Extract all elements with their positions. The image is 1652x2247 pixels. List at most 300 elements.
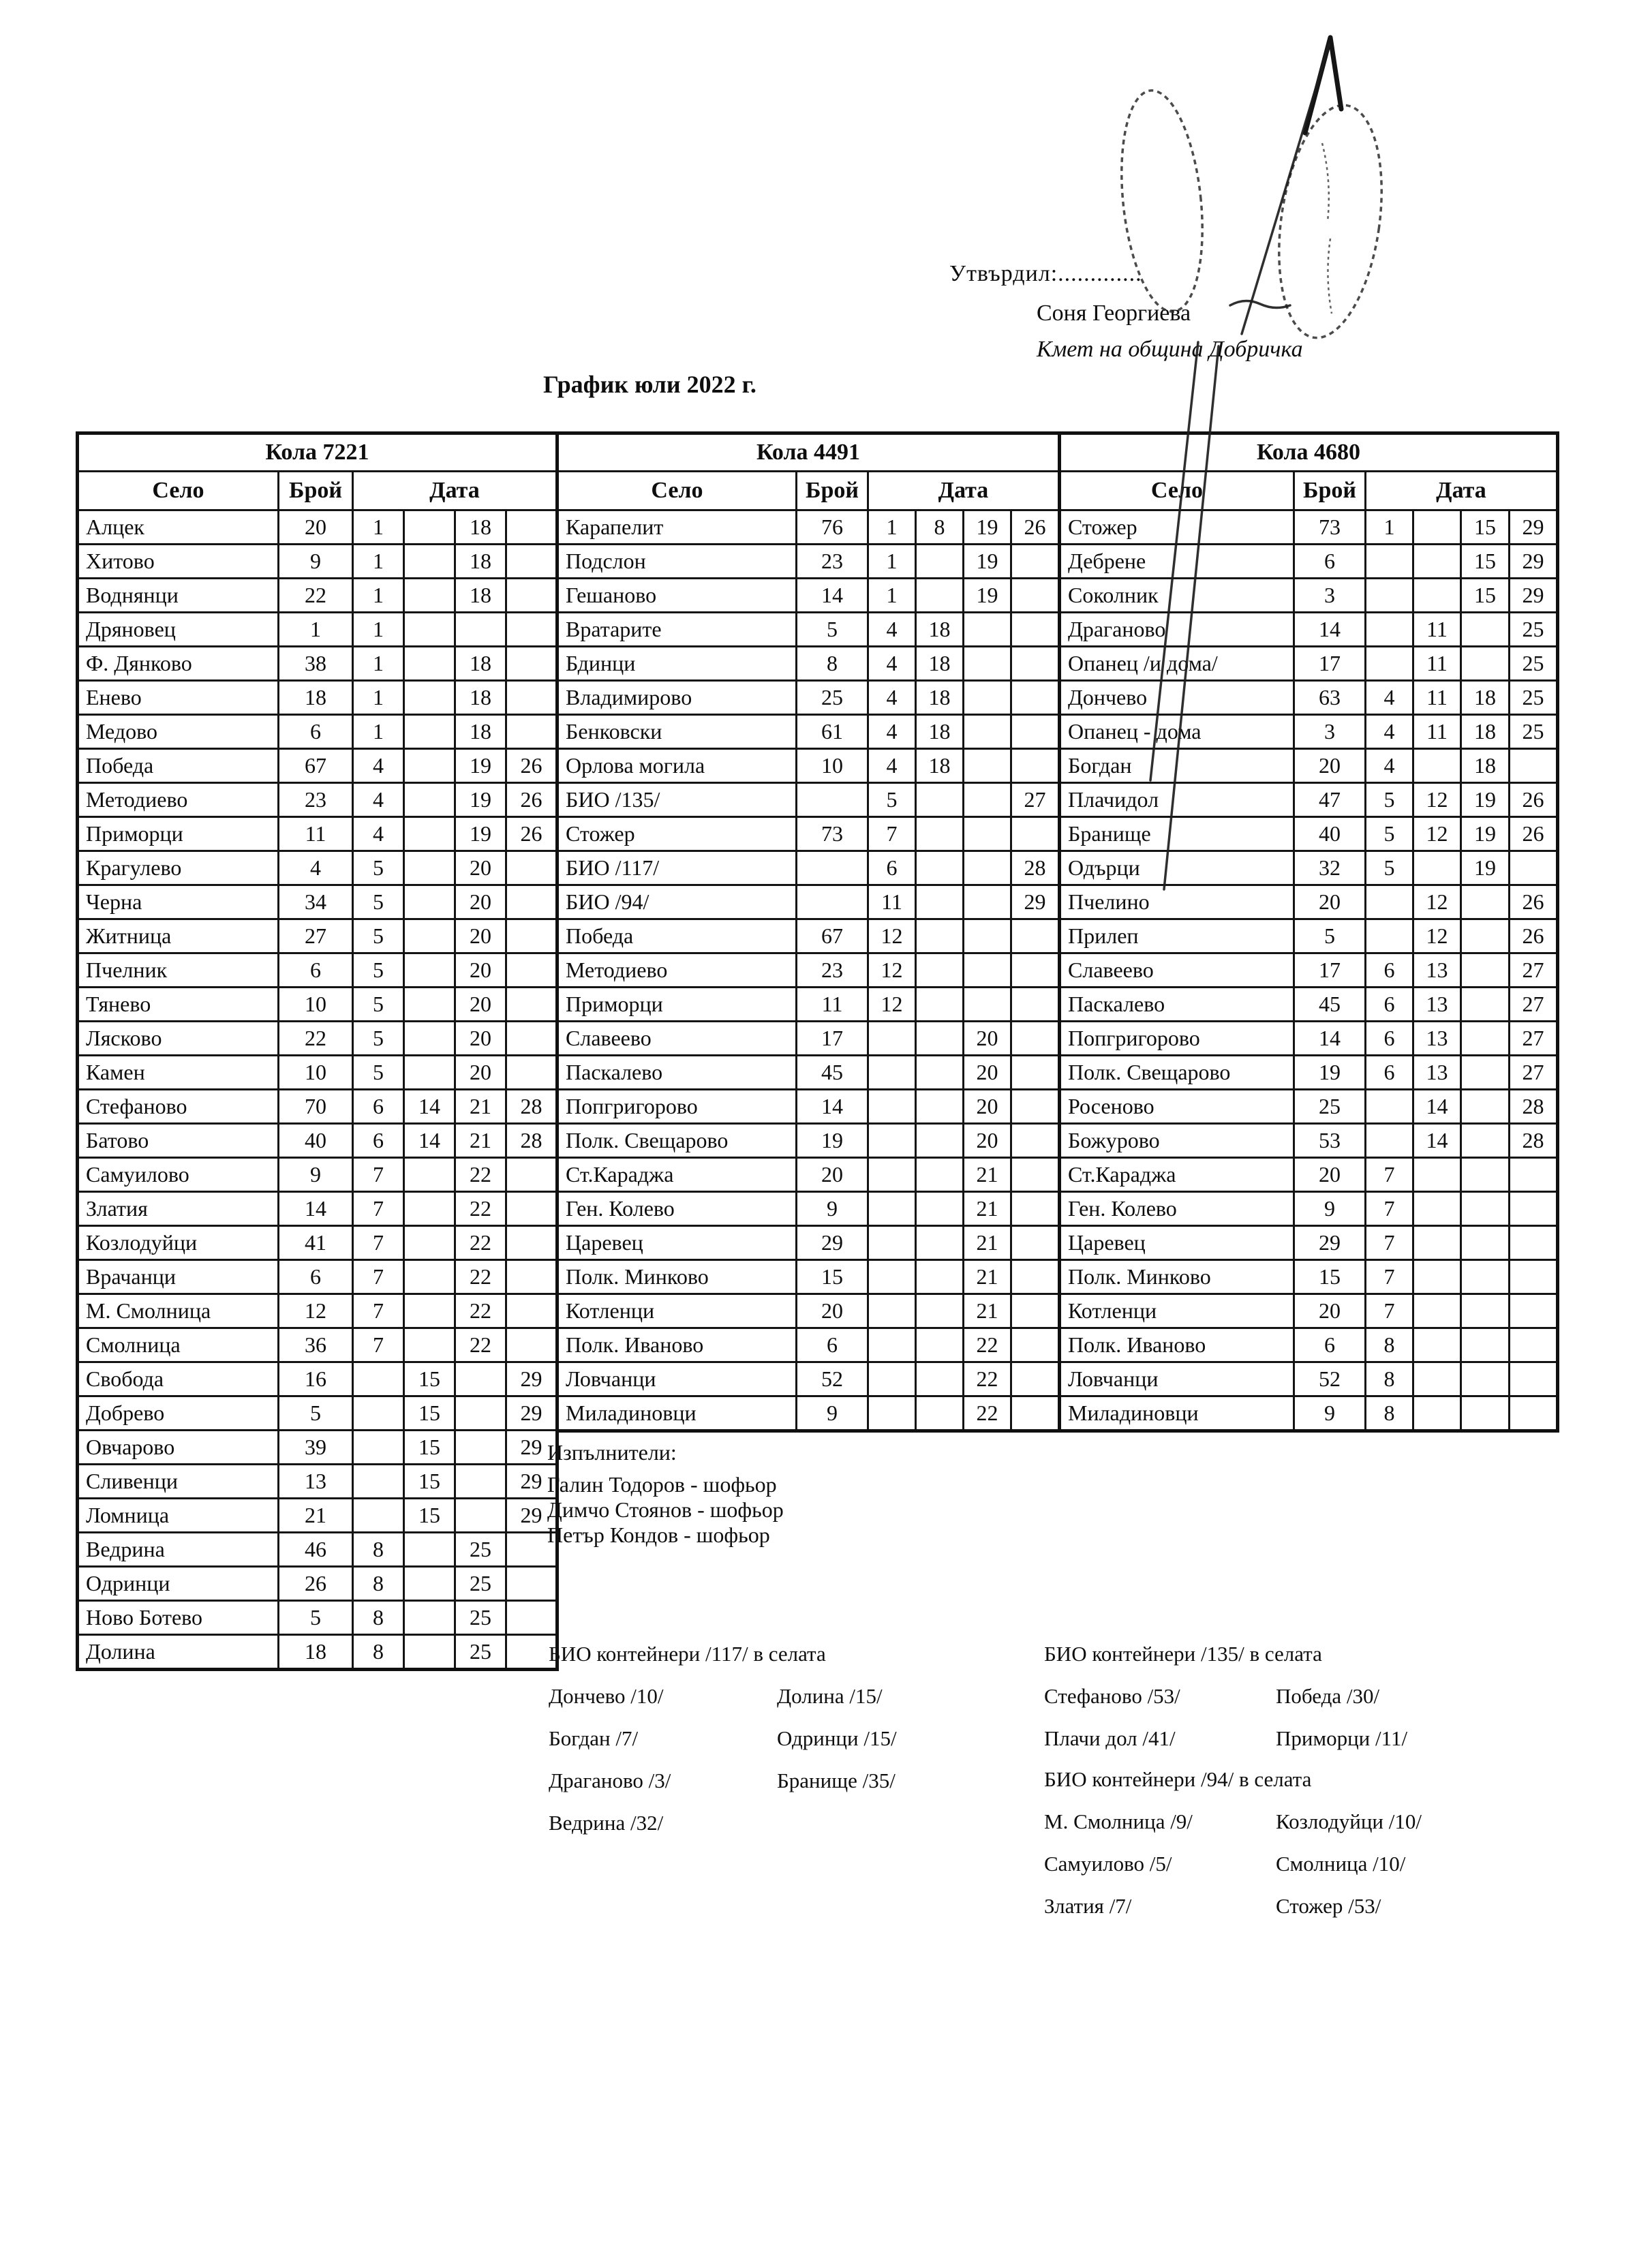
date-cell	[353, 1396, 404, 1431]
date-cell: 26	[506, 749, 557, 783]
count-cell: 15	[1294, 1260, 1366, 1294]
table-row	[78, 1090, 557, 1124]
date-cell	[404, 1533, 455, 1567]
village-cell: Ф. Дянково	[78, 647, 279, 681]
list-item: Златия /7/	[1044, 1894, 1132, 1918]
date-cell: 1	[868, 579, 916, 613]
village-cell: Вратарите	[557, 613, 797, 647]
date-cell	[404, 1260, 455, 1294]
date-cell: 5	[1366, 817, 1413, 851]
date-cell: 18	[916, 647, 964, 681]
village-cell: Черна	[78, 885, 279, 919]
table-row	[557, 1294, 1060, 1328]
date-cell	[916, 1328, 964, 1362]
date-cell: 5	[1366, 783, 1413, 817]
count-cell: 20	[1294, 1294, 1366, 1328]
date-cell	[404, 851, 455, 885]
count-cell: 26	[279, 1567, 353, 1601]
date-cell: 14	[1413, 1124, 1461, 1158]
village-cell: Драганово	[1060, 613, 1294, 647]
date-cell: 26	[1510, 919, 1558, 953]
date-cell: 1	[353, 510, 404, 545]
village-cell: Бранище	[1060, 817, 1294, 851]
date-cell	[916, 783, 964, 817]
village-cell: Дончево	[1060, 681, 1294, 715]
vehicle-table	[76, 431, 559, 1671]
village-cell: Ново Ботево	[78, 1601, 279, 1635]
date-cell	[404, 783, 455, 817]
date-cell: 22	[455, 1226, 506, 1260]
date-cell	[1510, 851, 1558, 885]
count-cell: 23	[797, 953, 868, 988]
count-cell: 12	[279, 1294, 353, 1328]
date-cell: 15	[404, 1465, 455, 1499]
count-cell: 46	[279, 1533, 353, 1567]
date-cell: 20	[455, 885, 506, 919]
list-item: Приморци /11/	[1276, 1726, 1408, 1750]
count-cell: 11	[797, 988, 868, 1022]
date-cell	[1413, 1192, 1461, 1226]
count-cell: 4	[279, 851, 353, 885]
date-cell: 7	[353, 1260, 404, 1294]
count-cell: 20	[279, 510, 353, 545]
village-cell: Полк. Свещарово	[1060, 1056, 1294, 1090]
date-cell	[916, 817, 964, 851]
date-cell	[1011, 1192, 1060, 1226]
count-cell: 20	[1294, 1158, 1366, 1192]
date-cell	[1510, 1362, 1558, 1396]
table-row	[557, 579, 1060, 613]
date-cell	[1413, 579, 1461, 613]
date-cell: 13	[1413, 1056, 1461, 1090]
table-row	[1060, 919, 1558, 953]
table-row	[1060, 851, 1558, 885]
date-cell: 25	[455, 1567, 506, 1601]
count-cell: 5	[797, 613, 868, 647]
date-cell: 20	[455, 919, 506, 953]
date-cell	[506, 681, 557, 715]
date-cell: 28	[1510, 1124, 1558, 1158]
village-cell: Стожер	[557, 817, 797, 851]
date-cell: 20	[455, 988, 506, 1022]
date-cell	[506, 1158, 557, 1192]
executors-list	[547, 1472, 784, 1548]
table-row	[557, 613, 1060, 647]
count-cell: 27	[279, 919, 353, 953]
bio-left-column	[1044, 1675, 1276, 1760]
date-cell: 18	[1461, 715, 1510, 749]
table-title: Кола 4680	[1060, 433, 1558, 472]
date-cell	[1011, 715, 1060, 749]
village-cell: Крагулево	[78, 851, 279, 885]
village-cell: Божурово	[1060, 1124, 1294, 1158]
village-cell: Плачидол	[1060, 783, 1294, 817]
village-cell: Прилеп	[1060, 919, 1294, 953]
count-cell: 6	[279, 715, 353, 749]
date-cell	[868, 1056, 916, 1090]
date-cell: 29	[506, 1499, 557, 1533]
date-cell	[353, 1431, 404, 1465]
executors-heading: Изпълнители:	[547, 1440, 677, 1465]
date-cell: 28	[506, 1124, 557, 1158]
date-cell: 4	[868, 613, 916, 647]
date-cell: 26	[1510, 817, 1558, 851]
date-cell: 15	[404, 1362, 455, 1396]
date-cell	[916, 919, 964, 953]
list-item: Богдан /7/	[549, 1726, 639, 1750]
date-cell	[916, 1192, 964, 1226]
date-cell	[1011, 613, 1060, 647]
page-title: График юли 2022 г.	[543, 371, 756, 398]
village-cell: Батово	[78, 1124, 279, 1158]
bio-block-117	[549, 1633, 897, 1844]
village-cell: Соколник	[1060, 579, 1294, 613]
date-cell: 4	[868, 749, 916, 783]
date-cell	[506, 1260, 557, 1294]
table-row	[1060, 783, 1558, 817]
date-cell: 5	[868, 783, 916, 817]
date-cell: 8	[1366, 1362, 1413, 1396]
table-row	[78, 919, 557, 953]
count-cell: 76	[797, 510, 868, 545]
date-cell	[1366, 647, 1413, 681]
count-cell: 25	[797, 681, 868, 715]
date-cell	[1413, 749, 1461, 783]
count-cell: 73	[1294, 510, 1366, 545]
table-row	[78, 1328, 557, 1362]
date-cell	[506, 953, 557, 988]
date-cell	[404, 1328, 455, 1362]
table-row	[78, 1601, 557, 1635]
table-row	[78, 613, 557, 647]
date-cell	[404, 545, 455, 579]
count-cell: 6	[1294, 545, 1366, 579]
village-cell: Одринци	[78, 1567, 279, 1601]
date-cell: 26	[1510, 783, 1558, 817]
table-row	[1060, 1124, 1558, 1158]
date-cell: 18	[455, 579, 506, 613]
table-row	[78, 545, 557, 579]
village-cell: Паскалево	[1060, 988, 1294, 1022]
count-cell: 20	[1294, 749, 1366, 783]
date-cell: 22	[455, 1328, 506, 1362]
date-cell	[964, 988, 1011, 1022]
date-cell	[506, 1328, 557, 1362]
date-cell	[1461, 1022, 1510, 1056]
list-item: Стожер /53/	[1276, 1894, 1381, 1918]
date-cell: 8	[1366, 1396, 1413, 1431]
village-cell: Царевец	[1060, 1226, 1294, 1260]
date-cell: 15	[1461, 579, 1510, 613]
date-cell: 7	[1366, 1260, 1413, 1294]
date-cell	[455, 1465, 506, 1499]
date-cell: 5	[353, 919, 404, 953]
date-cell	[916, 1260, 964, 1294]
date-cell: 20	[455, 1056, 506, 1090]
date-cell: 19	[455, 817, 506, 851]
village-cell: Ломница	[78, 1499, 279, 1533]
date-cell: 22	[455, 1294, 506, 1328]
date-cell	[1461, 1056, 1510, 1090]
village-cell: Свобода	[78, 1362, 279, 1396]
date-cell	[1413, 851, 1461, 885]
date-cell	[1413, 545, 1461, 579]
date-cell: 18	[916, 681, 964, 715]
date-cell	[506, 988, 557, 1022]
table-row	[1060, 953, 1558, 988]
date-cell: 22	[455, 1158, 506, 1192]
date-cell	[868, 1328, 916, 1362]
date-cell	[404, 681, 455, 715]
date-cell: 19	[964, 510, 1011, 545]
count-cell: 9	[279, 1158, 353, 1192]
list-item: Дончево /10/	[549, 1684, 664, 1708]
count-cell: 23	[797, 545, 868, 579]
village-cell: Полк. Иваново	[1060, 1328, 1294, 1362]
table-row	[78, 1396, 557, 1431]
table-row	[78, 1022, 557, 1056]
village-cell: Пчелино	[1060, 885, 1294, 919]
date-cell: 18	[1461, 681, 1510, 715]
date-cell	[964, 885, 1011, 919]
table-row	[1060, 1328, 1558, 1362]
list-item: Смолница /10/	[1276, 1852, 1406, 1876]
date-cell	[964, 681, 1011, 715]
count-cell: 25	[1294, 1090, 1366, 1124]
date-cell	[1011, 1056, 1060, 1090]
table-row	[557, 1192, 1060, 1226]
date-cell	[868, 1158, 916, 1192]
date-cell: 28	[1011, 851, 1060, 885]
column-header-village: Село	[557, 472, 797, 510]
date-cell: 4	[1366, 749, 1413, 783]
bio-left-column	[1044, 1801, 1276, 1927]
date-cell	[1011, 1294, 1060, 1328]
date-cell	[1011, 1260, 1060, 1294]
date-cell	[404, 1567, 455, 1601]
village-cell: Ведрина	[78, 1533, 279, 1567]
table-row	[78, 647, 557, 681]
date-cell	[455, 1431, 506, 1465]
date-cell	[868, 1124, 916, 1158]
date-cell: 28	[506, 1090, 557, 1124]
date-cell	[964, 715, 1011, 749]
vehicle-table	[1058, 431, 1559, 1433]
table-row	[557, 715, 1060, 749]
date-cell: 19	[964, 579, 1011, 613]
column-header-date: Дата	[868, 472, 1060, 510]
date-cell	[506, 919, 557, 953]
count-cell: 38	[279, 647, 353, 681]
date-cell: 18	[455, 545, 506, 579]
date-cell	[1510, 1158, 1558, 1192]
count-cell: 20	[797, 1158, 868, 1192]
village-cell: Миладиновци	[557, 1396, 797, 1431]
date-cell	[506, 1192, 557, 1226]
column-header-count: Брой	[279, 472, 353, 510]
date-cell: 12	[1413, 817, 1461, 851]
village-cell: Попгригорово	[557, 1090, 797, 1124]
table-row	[557, 783, 1060, 817]
village-cell: Дебрене	[1060, 545, 1294, 579]
date-cell	[404, 1635, 455, 1670]
table-row	[78, 1226, 557, 1260]
date-cell	[1413, 1328, 1461, 1362]
count-cell: 22	[279, 579, 353, 613]
date-cell	[1510, 749, 1558, 783]
date-cell: 4	[353, 817, 404, 851]
village-cell: Росеново	[1060, 1090, 1294, 1124]
date-cell	[353, 1499, 404, 1533]
village-cell: Полк. Минково	[557, 1260, 797, 1294]
date-cell: 20	[964, 1124, 1011, 1158]
date-cell: 8	[353, 1635, 404, 1670]
date-cell: 26	[1510, 885, 1558, 919]
table-row	[78, 1124, 557, 1158]
date-cell	[1011, 1328, 1060, 1362]
date-cell	[1461, 1396, 1510, 1431]
village-cell: Житница	[78, 919, 279, 953]
date-cell	[916, 953, 964, 988]
count-cell: 14	[1294, 1022, 1366, 1056]
date-cell	[506, 647, 557, 681]
village-cell: Енево	[78, 681, 279, 715]
date-cell: 27	[1011, 783, 1060, 817]
date-cell	[404, 1226, 455, 1260]
date-cell: 4	[868, 681, 916, 715]
village-cell: Стожер	[1060, 510, 1294, 545]
date-cell	[868, 1362, 916, 1396]
village-cell: Ловчанци	[557, 1362, 797, 1396]
count-cell: 29	[797, 1226, 868, 1260]
date-cell: 19	[1461, 817, 1510, 851]
village-cell: Златия	[78, 1192, 279, 1226]
date-cell	[404, 510, 455, 545]
count-cell: 39	[279, 1431, 353, 1465]
date-cell: 12	[1413, 783, 1461, 817]
date-cell: 1	[868, 545, 916, 579]
date-cell: 29	[506, 1431, 557, 1465]
count-cell: 5	[279, 1396, 353, 1431]
table-row	[1060, 885, 1558, 919]
approver-name: Соня Георгиева	[1037, 301, 1191, 326]
count-cell: 6	[279, 1260, 353, 1294]
date-cell: 29	[506, 1465, 557, 1499]
date-cell	[506, 1226, 557, 1260]
village-cell: Самуилово	[78, 1158, 279, 1192]
table-row	[78, 1260, 557, 1294]
date-cell	[1461, 1226, 1510, 1260]
date-cell	[1011, 1362, 1060, 1396]
date-cell	[506, 715, 557, 749]
date-cell	[404, 1056, 455, 1090]
date-cell: 29	[1510, 579, 1558, 613]
date-cell: 21	[964, 1260, 1011, 1294]
count-cell: 52	[797, 1362, 868, 1396]
date-cell: 8	[916, 510, 964, 545]
vehicle-table	[555, 431, 1061, 1433]
table-row	[78, 1294, 557, 1328]
date-cell: 22	[964, 1328, 1011, 1362]
date-cell	[404, 749, 455, 783]
date-cell	[506, 1056, 557, 1090]
table-row	[1060, 1362, 1558, 1396]
table-row	[557, 1260, 1060, 1294]
date-cell	[1510, 1226, 1558, 1260]
date-cell: 5	[353, 851, 404, 885]
date-cell: 6	[1366, 953, 1413, 988]
date-cell: 5	[353, 1056, 404, 1090]
village-cell: Ст.Караджа	[557, 1158, 797, 1192]
date-cell	[1011, 1090, 1060, 1124]
date-cell	[1461, 988, 1510, 1022]
table-row	[78, 749, 557, 783]
count-cell: 40	[1294, 817, 1366, 851]
date-cell: 6	[353, 1124, 404, 1158]
village-cell: Ген. Колево	[557, 1192, 797, 1226]
table-row	[1060, 1158, 1558, 1192]
date-cell	[1366, 919, 1413, 953]
village-cell: Дряновец	[78, 613, 279, 647]
date-cell: 21	[964, 1192, 1011, 1226]
count-cell: 67	[797, 919, 868, 953]
count-cell: 40	[279, 1124, 353, 1158]
bio-right-column	[1276, 1801, 1422, 1927]
date-cell	[455, 1396, 506, 1431]
date-cell: 4	[868, 647, 916, 681]
village-cell: Долина	[78, 1635, 279, 1670]
column-header-date: Дата	[353, 472, 557, 510]
date-cell: 29	[506, 1396, 557, 1431]
date-cell: 25	[455, 1601, 506, 1635]
date-cell	[1461, 1260, 1510, 1294]
village-cell: Славеево	[557, 1022, 797, 1056]
village-cell: Смолница	[78, 1328, 279, 1362]
village-cell: Хитово	[78, 545, 279, 579]
village-cell: Приморци	[78, 817, 279, 851]
table-row	[78, 1567, 557, 1601]
date-cell	[1413, 1396, 1461, 1431]
village-cell: Козлодуйци	[78, 1226, 279, 1260]
village-cell: Котленци	[1060, 1294, 1294, 1328]
date-cell	[868, 1090, 916, 1124]
date-cell	[404, 1158, 455, 1192]
count-cell: 3	[1294, 715, 1366, 749]
village-cell: Опанец /и дома/	[1060, 647, 1294, 681]
date-cell: 25	[455, 1533, 506, 1567]
village-cell: Попгригорово	[1060, 1022, 1294, 1056]
village-cell: Котленци	[557, 1294, 797, 1328]
count-cell: 17	[797, 1022, 868, 1056]
date-cell	[964, 953, 1011, 988]
table-row	[557, 1226, 1060, 1260]
date-cell: 21	[964, 1226, 1011, 1260]
date-cell	[1366, 545, 1413, 579]
date-cell	[1366, 885, 1413, 919]
date-cell	[404, 817, 455, 851]
date-cell: 1	[353, 681, 404, 715]
date-cell	[1413, 1362, 1461, 1396]
table-row	[557, 1090, 1060, 1124]
village-cell: Паскалево	[557, 1056, 797, 1090]
column-header-village: Село	[78, 472, 279, 510]
date-cell	[1461, 1362, 1510, 1396]
table-row	[557, 885, 1060, 919]
date-cell	[916, 885, 964, 919]
date-cell	[1510, 1192, 1558, 1226]
village-cell: Лясково	[78, 1022, 279, 1056]
table-row	[1060, 988, 1558, 1022]
